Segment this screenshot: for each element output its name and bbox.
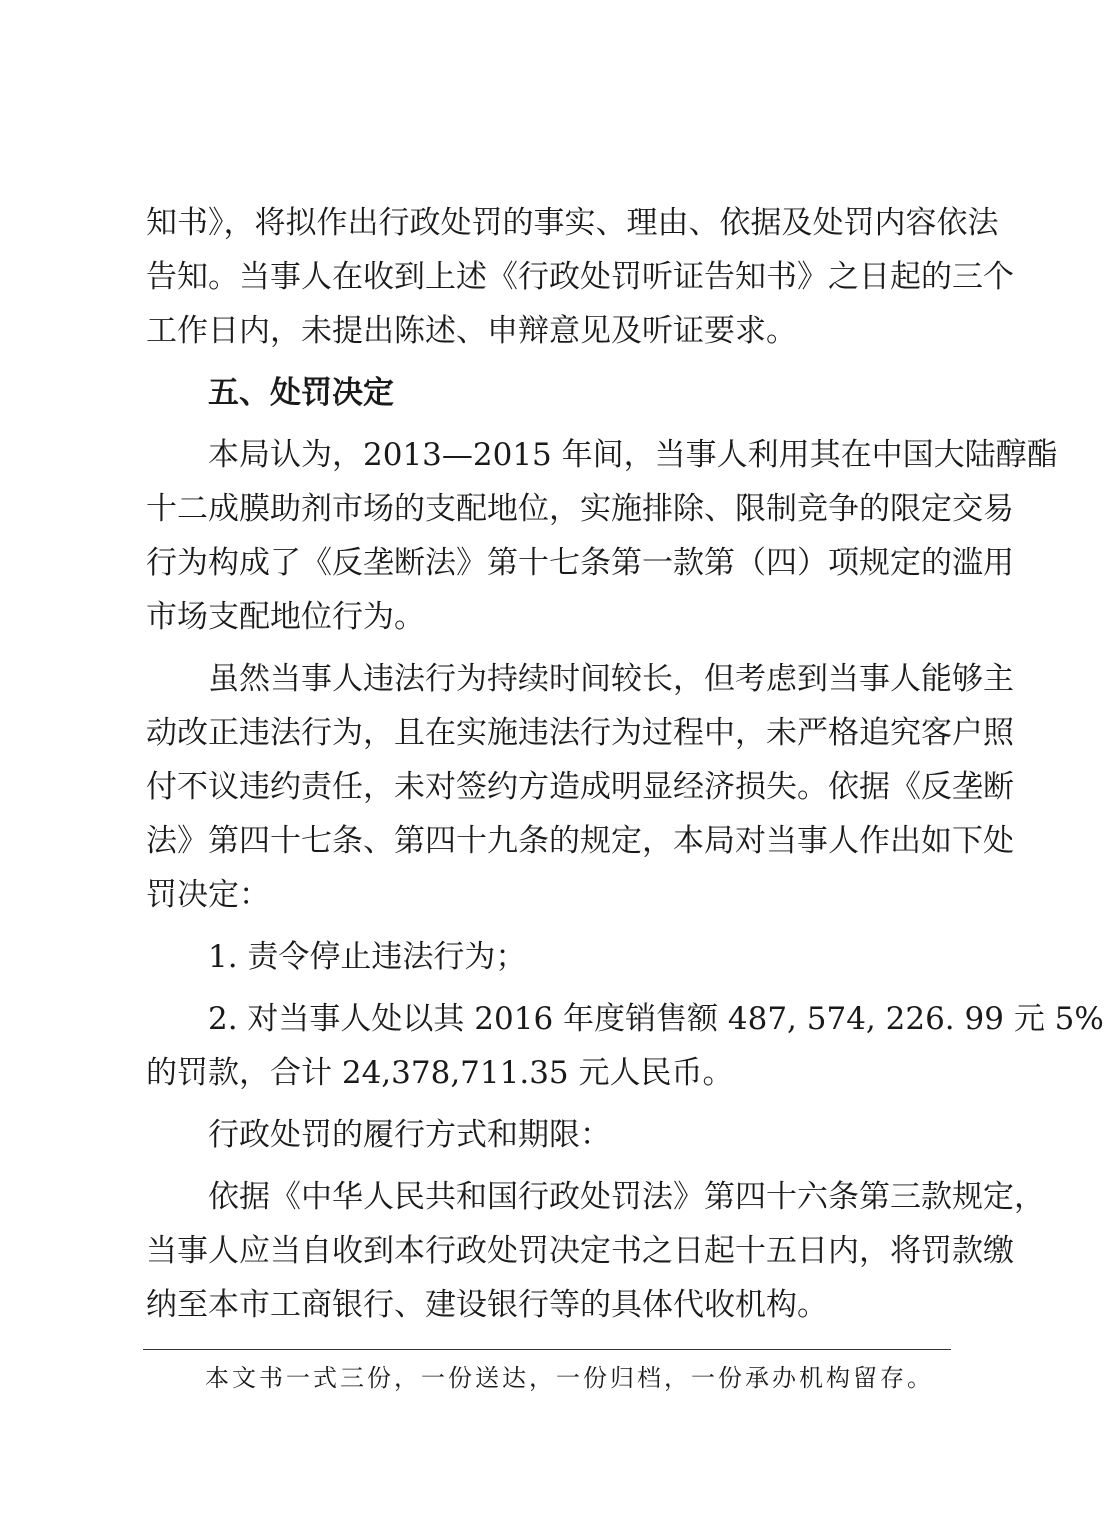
text-line: 行为构成了《反垄断法》第十七条第一款第（四）项规定的滥用	[146, 545, 1014, 581]
text-line: 虽然当事人违法行为持续时间较长，但考虑到当事人能够主	[208, 661, 1014, 697]
text-line: 市场支配地位行为。	[146, 599, 425, 635]
text-line: 工作日内，未提出陈述、申辩意见及听证要求。	[146, 313, 797, 349]
document-body	[146, 196, 1104, 1332]
text-line: 罚决定：	[146, 877, 270, 913]
list-item: 2. 对当事人处以其 2016 年度销售额 487, 574, 226. 99 元 5%	[208, 1001, 1104, 1037]
text-line: 当事人应当自收到本行政处罚决定书之日起十五日内，将罚款缴	[146, 1233, 1014, 1269]
text-line: 告知。当事人在收到上述《行政处罚听证告知书》之日起的三个	[146, 259, 1014, 295]
text-line: 动改正违法行为，且在实施违法行为过程中，未严格追究客户照	[146, 715, 1014, 751]
text-line: 付不议违约责任，未对签约方造成明显经济损失。依据《反垄断	[146, 769, 1014, 805]
text-line: 行政处罚的履行方式和期限：	[208, 1117, 611, 1153]
text-line: 法》第四十七条、第四十九条的规定，本局对当事人作出如下处	[146, 823, 1014, 859]
section-heading: 五、处罚决定	[208, 375, 394, 411]
footer-note: 本文书一式三份，一份送达，一份归档，一份承办机构留存。	[205, 1364, 934, 1392]
text-line: 纳至本市工商银行、建设银行等的具体代收机构。	[146, 1287, 828, 1323]
text-line: 知书》，将拟作出行政处罚的事实、理由、依据及处罚内容依法	[146, 205, 999, 241]
text-line: 十二成膜助剂市场的支配地位，实施排除、限制竞争的限定交易	[146, 491, 1014, 527]
text-line: 本局认为，2013—2015 年间，当事人利用其在中国大陆醇酯	[208, 437, 1058, 473]
footer-divider	[143, 1349, 951, 1350]
list-item: 1. 责令停止违法行为；	[208, 939, 527, 975]
text-line: 的罚款，合计 24,378,711.35 元人民币。	[146, 1055, 734, 1091]
text-line: 依据《中华人民共和国行政处罚法》第四十六条第三款规定，	[208, 1179, 1045, 1215]
